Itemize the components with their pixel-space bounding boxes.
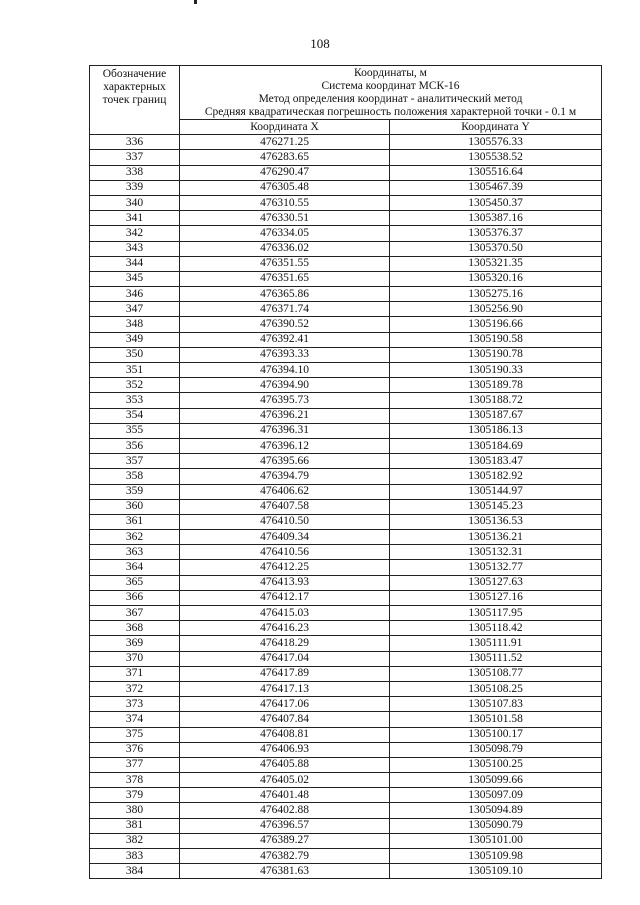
point-id-cell: 359 xyxy=(90,484,180,499)
table-row xyxy=(90,757,602,772)
y-coordinate-cell: 1305321.35 xyxy=(390,256,602,271)
point-id-cell: 351 xyxy=(90,363,180,378)
y-coordinate-cell: 1305101.58 xyxy=(390,712,602,727)
y-coordinate-cell: 1305136.21 xyxy=(390,530,602,545)
table-row xyxy=(90,393,602,408)
point-id-cell: 352 xyxy=(90,378,180,393)
table-row xyxy=(90,545,602,560)
x-coordinate-cell: 476417.04 xyxy=(180,651,390,666)
point-id-header-line: характерных xyxy=(103,81,166,93)
y-coordinate-cell: 1305109.10 xyxy=(390,864,602,879)
point-id-cell: 379 xyxy=(90,788,180,803)
table-row xyxy=(90,454,602,469)
y-coordinate-cell: 1305132.31 xyxy=(390,545,602,560)
coordinate-system-line: Система координат МСК-16 xyxy=(321,80,460,92)
y-coordinate-cell: 1305098.79 xyxy=(390,742,602,757)
point-id-cell: 360 xyxy=(90,499,180,514)
point-id-cell: 349 xyxy=(90,332,180,347)
x-coordinate-cell: 476271.25 xyxy=(180,135,390,150)
point-id-cell: 339 xyxy=(90,180,180,195)
x-coordinate-cell: 476305.48 xyxy=(180,180,390,195)
table-row xyxy=(90,195,602,210)
point-id-header xyxy=(90,66,180,135)
x-coordinate-cell: 476417.06 xyxy=(180,697,390,712)
table-row xyxy=(90,135,602,150)
y-coordinate-cell: 1305145.23 xyxy=(390,499,602,514)
y-coordinate-cell: 1305538.52 xyxy=(390,150,602,165)
x-coordinate-cell: 476408.81 xyxy=(180,727,390,742)
y-coordinate-cell: 1305099.66 xyxy=(390,773,602,788)
point-id-cell: 370 xyxy=(90,651,180,666)
y-coordinate-cell: 1305108.25 xyxy=(390,681,602,696)
table-row xyxy=(90,606,602,621)
table-header-row xyxy=(90,66,602,120)
table-row xyxy=(90,363,602,378)
x-coordinate-cell: 476382.79 xyxy=(180,849,390,864)
table-row xyxy=(90,378,602,393)
point-id-cell: 336 xyxy=(90,135,180,150)
y-coordinate-cell: 1305097.09 xyxy=(390,788,602,803)
y-coordinate-cell: 1305109.98 xyxy=(390,849,602,864)
table-row xyxy=(90,469,602,484)
y-coordinate-cell: 1305467.39 xyxy=(390,180,602,195)
point-id-cell: 337 xyxy=(90,150,180,165)
table-row xyxy=(90,241,602,256)
x-coordinate-cell: 476412.25 xyxy=(180,560,390,575)
table-row xyxy=(90,621,602,636)
x-coordinate-cell: 476405.88 xyxy=(180,757,390,772)
point-id-cell: 378 xyxy=(90,773,180,788)
x-coordinate-cell: 476416.23 xyxy=(180,621,390,636)
x-coordinate-cell: 476407.58 xyxy=(180,499,390,514)
table-row xyxy=(90,514,602,529)
x-coordinate-cell: 476334.05 xyxy=(180,226,390,241)
point-id-cell: 377 xyxy=(90,757,180,772)
x-coordinate-cell: 476406.62 xyxy=(180,484,390,499)
point-id-cell: 383 xyxy=(90,849,180,864)
x-coordinate-cell: 476401.48 xyxy=(180,788,390,803)
point-id-cell: 380 xyxy=(90,803,180,818)
y-coordinate-cell: 1305187.67 xyxy=(390,408,602,423)
y-coordinate-cell: 1305117.95 xyxy=(390,606,602,621)
y-coordinate-cell: 1305190.33 xyxy=(390,363,602,378)
y-coordinate-cell: 1305144.97 xyxy=(390,484,602,499)
y-coordinate-cell: 1305184.69 xyxy=(390,438,602,453)
point-id-cell: 369 xyxy=(90,636,180,651)
y-coordinate-cell: 1305108.77 xyxy=(390,666,602,681)
table-row xyxy=(90,287,602,302)
y-coordinate-cell: 1305111.52 xyxy=(390,651,602,666)
x-coordinate-cell: 476394.79 xyxy=(180,469,390,484)
table-row xyxy=(90,742,602,757)
point-id-cell: 371 xyxy=(90,666,180,681)
table-row xyxy=(90,530,602,545)
x-coordinate-cell: 476406.93 xyxy=(180,742,390,757)
x-coordinate-cell: 476390.52 xyxy=(180,317,390,332)
x-coordinate-cell: 476330.51 xyxy=(180,211,390,226)
y-coordinate-cell: 1305188.72 xyxy=(390,393,602,408)
point-id-cell: 381 xyxy=(90,818,180,833)
table-row xyxy=(90,332,602,347)
table-row xyxy=(90,590,602,605)
point-id-cell: 358 xyxy=(90,469,180,484)
table-row xyxy=(90,302,602,317)
table-row xyxy=(90,651,602,666)
y-coordinate-cell: 1305100.17 xyxy=(390,727,602,742)
y-coordinate-cell: 1305182.92 xyxy=(390,469,602,484)
x-coordinate-cell: 476371.74 xyxy=(180,302,390,317)
point-id-cell: 356 xyxy=(90,438,180,453)
x-coordinate-cell: 476365.86 xyxy=(180,287,390,302)
y-coordinate-cell: 1305094.89 xyxy=(390,803,602,818)
x-coordinate-cell: 476418.29 xyxy=(180,636,390,651)
point-id-cell: 344 xyxy=(90,256,180,271)
table-row xyxy=(90,150,602,165)
y-coordinate-cell: 1305100.25 xyxy=(390,757,602,772)
y-coordinate-cell: 1305376.37 xyxy=(390,226,602,241)
y-coordinate-cell: 1305101.00 xyxy=(390,833,602,848)
point-id-cell: 338 xyxy=(90,165,180,180)
table-row xyxy=(90,773,602,788)
x-coordinate-cell: 476405.02 xyxy=(180,773,390,788)
x-coordinate-cell: 476351.55 xyxy=(180,256,390,271)
point-id-cell: 354 xyxy=(90,408,180,423)
point-id-cell: 373 xyxy=(90,697,180,712)
point-id-cell: 365 xyxy=(90,575,180,590)
table-row xyxy=(90,423,602,438)
point-id-cell: 382 xyxy=(90,833,180,848)
x-coordinate-cell: 476393.33 xyxy=(180,347,390,362)
table-row xyxy=(90,818,602,833)
point-id-cell: 363 xyxy=(90,545,180,560)
x-coordinate-cell: 476389.27 xyxy=(180,833,390,848)
point-id-cell: 361 xyxy=(90,514,180,529)
x-coordinate-cell: 476392.41 xyxy=(180,332,390,347)
y-column-header: Координата Y xyxy=(390,120,602,135)
x-coordinate-cell: 476409.34 xyxy=(180,530,390,545)
table-row xyxy=(90,438,602,453)
x-coordinate-cell: 476410.56 xyxy=(180,545,390,560)
point-id-cell: 366 xyxy=(90,590,180,605)
y-coordinate-cell: 1305118.42 xyxy=(390,621,602,636)
table-row xyxy=(90,226,602,241)
point-id-cell: 348 xyxy=(90,317,180,332)
y-coordinate-cell: 1305387.16 xyxy=(390,211,602,226)
table-row xyxy=(90,165,602,180)
x-column-header: Координата X xyxy=(180,120,390,135)
x-coordinate-cell: 476381.63 xyxy=(180,864,390,879)
table-row xyxy=(90,864,602,879)
y-coordinate-cell: 1305516.64 xyxy=(390,165,602,180)
x-coordinate-cell: 476310.55 xyxy=(180,195,390,210)
method-line: Метод определения координат - аналитический метод xyxy=(258,93,523,105)
y-coordinate-cell: 1305136.53 xyxy=(390,514,602,529)
point-id-cell: 372 xyxy=(90,681,180,696)
table-row xyxy=(90,180,602,195)
table-row xyxy=(90,788,602,803)
page-number: 108 xyxy=(310,36,330,51)
y-coordinate-cell: 1305107.83 xyxy=(390,697,602,712)
table-row xyxy=(90,271,602,286)
x-coordinate-cell: 476395.73 xyxy=(180,393,390,408)
point-id-cell: 350 xyxy=(90,347,180,362)
y-coordinate-cell: 1305190.78 xyxy=(390,347,602,362)
table-row xyxy=(90,833,602,848)
y-coordinate-cell: 1305127.63 xyxy=(390,575,602,590)
point-id-cell: 340 xyxy=(90,195,180,210)
accuracy-line: Средняя квадратическая погрешность положения характерной точки - 0.1 м xyxy=(204,106,577,118)
table-row xyxy=(90,849,602,864)
coordinates-header-line: Координаты, м xyxy=(354,67,427,79)
point-id-cell: 355 xyxy=(90,423,180,438)
y-coordinate-cell: 1305132.77 xyxy=(390,560,602,575)
y-coordinate-cell: 1305189.78 xyxy=(390,378,602,393)
x-coordinate-cell: 476396.12 xyxy=(180,438,390,453)
x-coordinate-cell: 476290.47 xyxy=(180,165,390,180)
point-id-cell: 375 xyxy=(90,727,180,742)
table-row xyxy=(90,499,602,514)
point-id-header-line: точек границ xyxy=(102,94,167,106)
x-coordinate-cell: 476394.90 xyxy=(180,378,390,393)
x-coordinate-cell: 476415.03 xyxy=(180,606,390,621)
point-id-cell: 353 xyxy=(90,393,180,408)
point-id-cell: 384 xyxy=(90,864,180,879)
table-row xyxy=(90,484,602,499)
scan-speck xyxy=(194,0,197,4)
table-row xyxy=(90,347,602,362)
x-coordinate-cell: 476402.88 xyxy=(180,803,390,818)
table-row xyxy=(90,681,602,696)
point-id-cell: 346 xyxy=(90,287,180,302)
point-id-cell: 343 xyxy=(90,241,180,256)
y-coordinate-cell: 1305127.16 xyxy=(390,590,602,605)
y-coordinate-cell: 1305450.37 xyxy=(390,195,602,210)
x-coordinate-cell: 476396.31 xyxy=(180,423,390,438)
point-id-cell: 342 xyxy=(90,226,180,241)
point-id-cell: 367 xyxy=(90,606,180,621)
y-coordinate-cell: 1305090.79 xyxy=(390,818,602,833)
x-coordinate-cell: 476413.93 xyxy=(180,575,390,590)
x-coordinate-cell: 476410.50 xyxy=(180,514,390,529)
y-coordinate-cell: 1305275.16 xyxy=(390,287,602,302)
y-coordinate-cell: 1305196.66 xyxy=(390,317,602,332)
x-coordinate-cell: 476395.66 xyxy=(180,454,390,469)
table-row xyxy=(90,317,602,332)
x-coordinate-cell: 476407.84 xyxy=(180,712,390,727)
y-coordinate-cell: 1305320.16 xyxy=(390,271,602,286)
table-row xyxy=(90,560,602,575)
y-coordinate-cell: 1305576.33 xyxy=(390,135,602,150)
table-row xyxy=(90,803,602,818)
table-row xyxy=(90,697,602,712)
coordinates-table xyxy=(89,65,602,879)
y-coordinate-cell: 1305111.91 xyxy=(390,636,602,651)
point-id-cell: 341 xyxy=(90,211,180,226)
point-id-cell: 374 xyxy=(90,712,180,727)
point-id-header-line: Обозначение xyxy=(102,68,167,80)
point-id-cell: 376 xyxy=(90,742,180,757)
table-row xyxy=(90,256,602,271)
x-coordinate-cell: 476417.89 xyxy=(180,666,390,681)
table-row xyxy=(90,636,602,651)
x-coordinate-cell: 476336.02 xyxy=(180,241,390,256)
y-coordinate-cell: 1305186.13 xyxy=(390,423,602,438)
point-id-cell: 357 xyxy=(90,454,180,469)
table-row xyxy=(90,408,602,423)
x-coordinate-cell: 476394.10 xyxy=(180,363,390,378)
table-row xyxy=(90,666,602,681)
y-coordinate-cell: 1305183.47 xyxy=(390,454,602,469)
x-coordinate-cell: 476417.13 xyxy=(180,681,390,696)
x-coordinate-cell: 476351.65 xyxy=(180,271,390,286)
y-coordinate-cell: 1305190.58 xyxy=(390,332,602,347)
x-coordinate-cell: 476396.57 xyxy=(180,818,390,833)
table-row xyxy=(90,727,602,742)
point-id-cell: 362 xyxy=(90,530,180,545)
table-row xyxy=(90,211,602,226)
point-id-cell: 345 xyxy=(90,271,180,286)
point-id-cell: 364 xyxy=(90,560,180,575)
table-row xyxy=(90,575,602,590)
x-coordinate-cell: 476412.17 xyxy=(180,590,390,605)
point-id-cell: 368 xyxy=(90,621,180,636)
y-coordinate-cell: 1305256.90 xyxy=(390,302,602,317)
coordinates-header xyxy=(180,66,602,120)
x-coordinate-cell: 476396.21 xyxy=(180,408,390,423)
point-id-cell: 347 xyxy=(90,302,180,317)
y-coordinate-cell: 1305370.50 xyxy=(390,241,602,256)
x-coordinate-cell: 476283.65 xyxy=(180,150,390,165)
table-row xyxy=(90,712,602,727)
